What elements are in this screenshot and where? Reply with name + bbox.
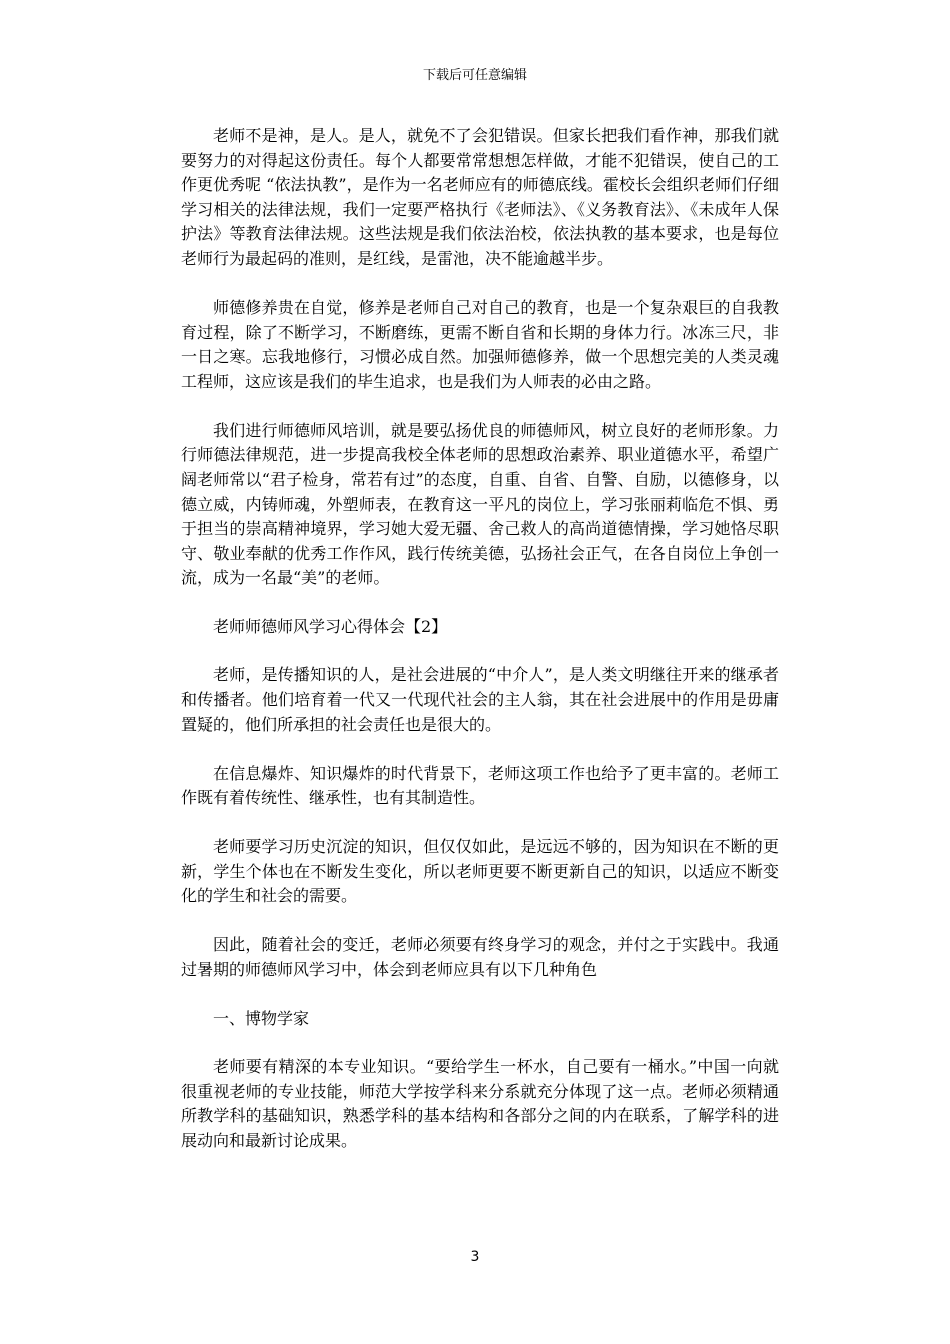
document-body [181, 124, 779, 1178]
paragraph: 老师不是神，是人。是人，就免不了会犯错误。但家长把我们看作神，那我们就要努力的对得起这份责任。每个人都要常常想想怎样做，才能不犯错误，使自己的工作更优秀呢 “依法执教”，是作为一名老师应有的师德底线。霍校长会组织老师们仔细学习相关的法律法规，我们一定要严格执行《老师法》、《义务教育法》、《未成年人保护法》等教育法律法规。这些法规是我们依法治校，依法执教的基本要求，也是每位老师行为最起码的准则，是红线，是雷池，决不能逾越半步。 [181, 126, 779, 268]
paragraph: 老师，是传播知识的人，是社会进展的“中介人”，是人类文明继往开来的继承者和传播者。他们培育着一代又一代现代社会的主人翁，其在社会进展中的作用是毋庸置疑的，他们所承担的社会责任也是很大的。 [181, 665, 779, 734]
paragraph: 老师要学习历史沉淀的知识，但仅仅如此，是远远不够的，因为知识在不断的更新，学生个体也在不断发生变化，所以老师更要不断更新自己的知识，以适应不断变化的学生和社会的需要。 [181, 837, 779, 906]
header-note: 下载后可任意编辑 [422, 68, 527, 83]
page-number: 3 [470, 1249, 480, 1265]
subsection-title: 一、博物学家 [213, 1008, 310, 1028]
paragraph: 因此，随着社会的变迁，老师必须要有终身学习的观念，并付之于实践中。我通过暑期的师德师风学习中，体会到老师应具有以下几种角色 [181, 935, 779, 979]
paragraph: 师德修养贵在自觉，修养是老师自己对自己的教育，也是一个复杂艰巨的自我教育过程，除了不断学习，不断磨练，更需不断自省和长期的身体力行。冰冻三尺，非 一日之寒。忘我地修行，习惯必成自然。加强师德修养，做一个思想完美的人类灵魂工程师，这应该是我们的毕生追求，也是我们为人师表的必由之路。 [181, 297, 779, 391]
paragraph: 在信息爆炸、知识爆炸的时代背景下，老师这项工作也给予了更丰富的。老师工作既有着传统性、继承性，也有其制造性。 [181, 763, 779, 808]
paragraph: 我们进行师德师风培训，就是要弘扬优良的师德师风，树立良好的老师形象。力行师德法律规范，进一步提高我校全体老师的思想政治素养、职业道德水平，希望广阔老师常以“君子检身，常若有过”的态度，自重、自省、自警、自励，以德修身，以德立威，内铸师魂，外塑师表，在教育这一平凡的岗位上，学习张丽莉临危不惧、勇于担当的崇高精神境界，学习她大爱无疆、舍己救人的高尚道德情操，学习她恪尽职守、敬业奉献的优秀工作作风，践行传统美德，弘扬社会正气，在各自岗位上争创一流，成为一名最“美”的老师。 [181, 420, 779, 588]
paragraph: 老师要有精深的本专业知识。“要给学生一杯水，自己要有一桶水。”中国一向就很重视老师的专业技能，师范大学按学科来分系就充分体现了这一点。老师必须精通所教学科的基础知识，熟悉学科的基本结构和各部分之间的内在联系，了解学科的进展动向和最新讨论成果。 [181, 1056, 779, 1150]
section-title: 老师师德师风学习心得体会【2】 [213, 617, 448, 637]
